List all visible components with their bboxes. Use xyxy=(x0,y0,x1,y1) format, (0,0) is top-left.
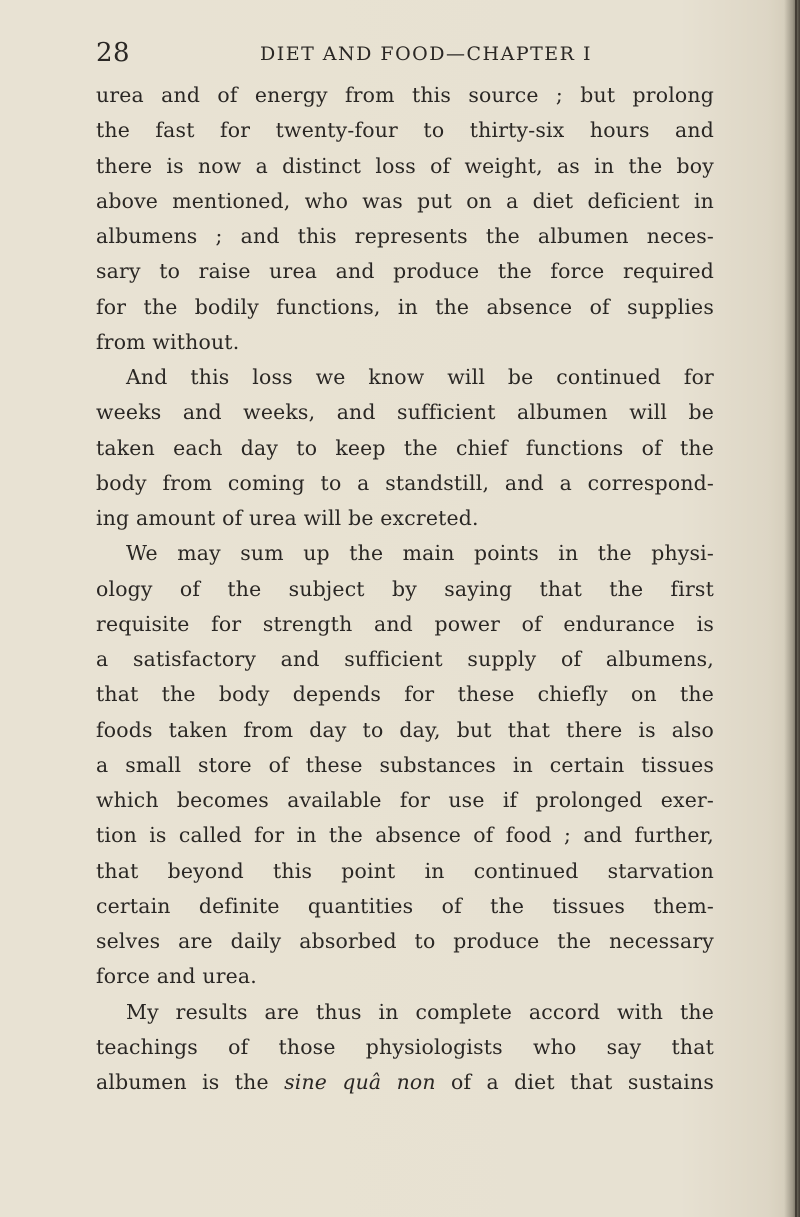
text-line: taken each day to keep the chief functions of the xyxy=(96,435,714,460)
text-line: sary to raise urea and produce the force required xyxy=(96,259,714,284)
text-line: requisite for strength and power of endurance is xyxy=(96,611,714,636)
text-segment: albumen is the xyxy=(96,1070,285,1094)
text-line: urea and of energy from this source ; but prolong xyxy=(96,83,714,107)
text-line: ing amount of urea will be excreted. xyxy=(96,506,479,530)
paragraph-first-line: And this loss we know will be continued for xyxy=(126,365,714,389)
spine-shadow xyxy=(784,0,800,1217)
spine-edge xyxy=(795,0,797,1217)
text-line: for the bodily functions, in the absence of supplies xyxy=(96,294,714,319)
text-line: that the body depends for these chiefly on the xyxy=(96,682,714,707)
italic-phrase: sine quâ non xyxy=(284,1070,436,1094)
body-text xyxy=(96,78,714,1100)
text-line: selves are daily absorbed to produce the necessary xyxy=(96,929,714,953)
text-line: that beyond this point in continued starvation xyxy=(96,858,714,883)
page-header xyxy=(96,36,716,70)
text-line xyxy=(96,1065,714,1100)
text-line: above mentioned, who was put on a diet deficient in xyxy=(96,188,714,213)
text-line: from without. xyxy=(96,329,240,354)
text-line: certain definite quantities of the tissues them- xyxy=(96,893,714,918)
page-number: 28 xyxy=(96,38,131,68)
text-line: the fast for twenty-four to thirty-six hours and xyxy=(96,118,714,143)
text-segment: of a diet that sustains xyxy=(435,1070,714,1094)
paragraph-first-line: My results are thus in complete accord with the xyxy=(126,999,714,1024)
text-line: ology of the subject by saying that the first xyxy=(96,576,714,601)
paragraph-first-line: We may sum up the main points in the physi- xyxy=(126,541,714,566)
running-head: DIET AND FOOD—CHAPTER I xyxy=(259,43,592,65)
text-line: there is now a distinct loss of weight, as in the boy xyxy=(96,153,714,178)
text-line: a satisfactory and sufficient supply of albumens, xyxy=(96,647,714,671)
text-line: which becomes available for use if prolonged exer- xyxy=(96,788,714,812)
text-line: foods taken from day to day, but that there is also xyxy=(96,717,714,742)
text-line: teachings of those physiologists who say that xyxy=(96,1034,714,1059)
text-line: albumens ; and this represents the albumen neces- xyxy=(96,224,714,248)
text-line: a small store of these substances in certain tissues xyxy=(96,752,714,777)
text-line: weeks and weeks, and sufficient albumen will be xyxy=(96,400,714,425)
text-line: body from coming to a standstill, and a correspond- xyxy=(96,470,714,495)
text-line: tion is called for in the absence of food ; and further, xyxy=(96,823,714,848)
text-line: force and urea. xyxy=(96,964,257,989)
